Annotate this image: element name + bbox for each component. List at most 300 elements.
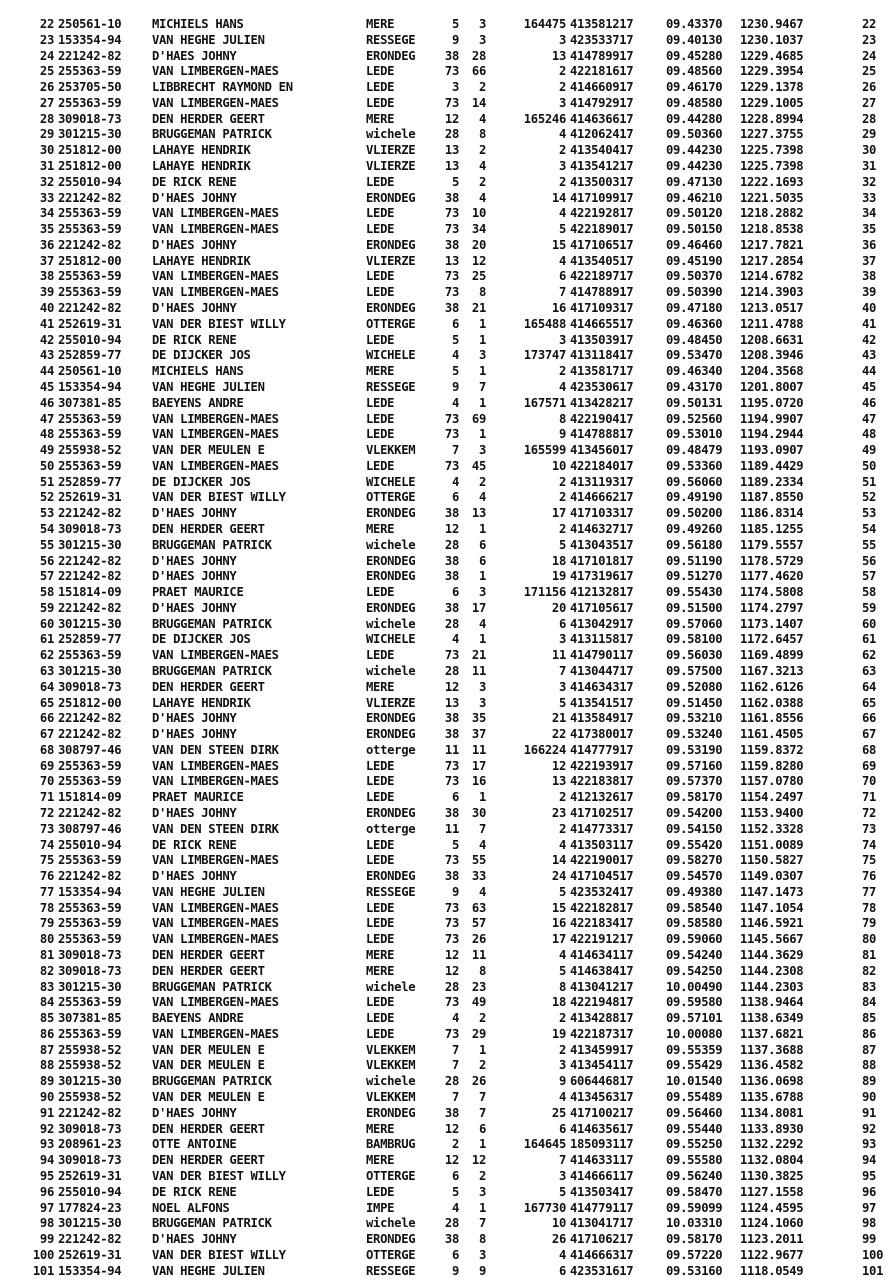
bird-number-cell: 3 — [478, 17, 486, 31]
arrival-time-cell: 09.52560 — [666, 411, 723, 426]
birds-entered-cell: 6 — [451, 1168, 459, 1183]
rank-cell: 31 — [39, 159, 54, 174]
speed-cell: 1137.3688 — [740, 1042, 804, 1057]
ring-number-cell: 413541217 — [570, 159, 634, 174]
fancier-name-cell: VAN LIMBERGEN-MAES — [152, 758, 279, 773]
distance-cell: 3 — [558, 679, 566, 694]
bird-number-cell: 29 — [471, 1026, 486, 1041]
bird-number-cell: 4 — [478, 616, 486, 631]
fancier-name-cell: D'HAES JOHNY — [152, 806, 237, 820]
birds-entered-cell: 13 — [444, 159, 459, 174]
birds-entered-cell: 73 — [444, 458, 459, 473]
arrival-time-cell: 09.58170 — [666, 1232, 723, 1247]
location-cell: ERONDEG — [366, 569, 416, 584]
arrival-time-cell: 09.47180 — [666, 301, 723, 316]
rank-cell: 44 — [39, 364, 54, 379]
speed-cell: 1130.3825 — [740, 1168, 804, 1183]
fancier-name-cell: DE RICK RENE — [152, 174, 237, 189]
speed-cell: 1217.7821 — [740, 237, 804, 252]
arrival-time-cell: 10.03310 — [666, 1216, 723, 1231]
arrival-time-cell: 09.50360 — [666, 127, 723, 142]
ring-number-cell: 417319617 — [570, 569, 634, 584]
birds-entered-cell: 13 — [444, 143, 459, 158]
fancier-name-cell: VAN LIMBERGEN-MAES — [152, 916, 279, 931]
arrival-time-cell: 09.50370 — [666, 269, 723, 284]
location-cell: ERONDEG — [366, 711, 416, 726]
member-id-cell: 221242-82 — [58, 727, 122, 742]
bird-number-cell: 49 — [471, 995, 486, 1010]
ring-number-cell: 414666117 — [570, 1168, 634, 1183]
bird-number-cell: 3 — [478, 679, 486, 694]
speed-cell: 1178.5729 — [740, 553, 804, 568]
fancier-name-cell: D'HAES JOHNY — [152, 1232, 237, 1247]
fancier-name-cell: VAN DER MEULEN E — [152, 1042, 265, 1057]
rank-right-cell: 91 — [862, 1105, 877, 1120]
rank-right-cell: 80 — [862, 932, 877, 947]
location-cell: LEDE — [366, 853, 395, 868]
distance-cell: 19 — [551, 1026, 566, 1041]
ring-number-cell: 413041217 — [570, 979, 634, 994]
member-id-cell: 255363-59 — [58, 916, 122, 931]
speed-cell: 1211.4788 — [740, 316, 804, 331]
birds-entered-cell: 73 — [444, 1026, 459, 1041]
bird-number-cell: 1 — [478, 395, 486, 410]
speed-cell: 1213.0517 — [740, 301, 804, 316]
fancier-name-cell: D'HAES JOHNY — [152, 711, 237, 726]
bird-number-cell: 2 — [478, 143, 486, 158]
location-cell: MERE — [366, 521, 395, 536]
rank-right-cell: 93 — [862, 1137, 877, 1152]
ring-number-cell: 414666217 — [570, 490, 634, 505]
rank-cell: 77 — [39, 884, 54, 899]
ring-number-cell: 413503917 — [570, 332, 634, 347]
ring-number-cell: 413115817 — [570, 632, 634, 647]
result-row — [0, 838, 892, 854]
location-cell: LEDE — [366, 774, 395, 789]
location-cell: wichele — [366, 1216, 416, 1231]
member-id-cell: 255363-59 — [58, 648, 122, 663]
birds-entered-cell: 38 — [444, 569, 459, 584]
bird-number-cell: 2 — [478, 1058, 486, 1073]
speed-cell: 1230.9467 — [740, 17, 804, 31]
location-cell: ERONDEG — [366, 727, 416, 742]
result-row — [0, 1027, 892, 1043]
bird-number-cell: 17 — [471, 758, 486, 773]
birds-entered-cell: 28 — [444, 616, 459, 631]
result-row — [0, 1074, 892, 1090]
result-row — [0, 175, 892, 191]
rank-cell: 39 — [39, 285, 54, 300]
member-id-cell: 301215-30 — [58, 663, 122, 678]
speed-cell: 1161.4505 — [740, 727, 804, 742]
rank-cell: 88 — [39, 1058, 54, 1073]
fancier-name-cell: BRUGGEMAN PATRICK — [152, 616, 272, 631]
birds-entered-cell: 38 — [444, 506, 459, 521]
bird-number-cell: 3 — [478, 695, 486, 710]
distance-cell: 2 — [558, 521, 566, 536]
distance-cell: 4 — [558, 837, 566, 852]
birds-entered-cell: 38 — [444, 1232, 459, 1247]
fancier-name-cell: VAN DER BIEST WILLY — [152, 1168, 286, 1183]
bird-number-cell: 35 — [471, 711, 486, 726]
rank-right-cell: 38 — [862, 269, 877, 284]
rank-cell: 27 — [39, 95, 54, 110]
member-id-cell: 151814-09 — [58, 585, 122, 600]
distance-cell: 7 — [558, 1153, 566, 1168]
location-cell: LEDE — [366, 790, 395, 805]
fancier-name-cell: VAN DER MEULEN E — [152, 1090, 265, 1105]
member-id-cell: 255363-59 — [58, 995, 122, 1010]
fancier-name-cell: D'HAES JOHNY — [152, 600, 237, 615]
distance-cell: 19 — [551, 569, 566, 584]
rank-right-cell: 81 — [862, 948, 877, 963]
birds-entered-cell: 6 — [451, 316, 459, 331]
arrival-time-cell: 09.58170 — [666, 790, 723, 805]
ring-number-cell: 413581217 — [570, 17, 634, 31]
ring-number-cell: 423530617 — [570, 379, 634, 394]
birds-entered-cell: 38 — [444, 237, 459, 252]
member-id-cell: 221242-82 — [58, 506, 122, 521]
fancier-name-cell: VAN HEGHE JULIEN — [152, 379, 265, 394]
birds-entered-cell: 6 — [451, 585, 459, 600]
result-row — [0, 127, 892, 143]
result-row — [0, 49, 892, 65]
ring-number-cell: 414635617 — [570, 1121, 634, 1136]
ring-number-cell: 414665517 — [570, 316, 634, 331]
speed-cell: 1194.2944 — [740, 427, 804, 442]
member-id-cell: 255010-94 — [58, 837, 122, 852]
birds-entered-cell: 73 — [444, 900, 459, 915]
ring-number-cell: 422183817 — [570, 774, 634, 789]
rank-cell: 35 — [39, 222, 54, 237]
location-cell: wichele — [366, 616, 416, 631]
location-cell: MERE — [366, 1121, 395, 1136]
speed-cell: 1135.6788 — [740, 1090, 804, 1105]
speed-cell: 1138.9464 — [740, 995, 804, 1010]
fancier-name-cell: DEN HERDER GEERT — [152, 1153, 265, 1168]
rank-right-cell: 90 — [862, 1090, 877, 1105]
speed-cell: 1138.6349 — [740, 1011, 804, 1026]
fancier-name-cell: VAN LIMBERGEN-MAES — [152, 64, 279, 79]
speed-cell: 1218.8538 — [740, 222, 804, 237]
arrival-time-cell: 09.55429 — [666, 1058, 723, 1073]
rank-cell: 76 — [39, 869, 54, 884]
location-cell: WICHELE — [366, 474, 416, 489]
distance-cell: 14 — [551, 853, 566, 868]
fancier-name-cell: DE RICK RENE — [152, 1184, 237, 1199]
rank-cell: 95 — [39, 1168, 54, 1183]
bird-number-cell: 1 — [478, 316, 486, 331]
bird-number-cell: 16 — [471, 774, 486, 789]
birds-entered-cell: 73 — [444, 774, 459, 789]
rank-right-cell: 99 — [862, 1232, 877, 1247]
rank-right-cell: 57 — [862, 569, 877, 584]
speed-cell: 1172.6457 — [740, 632, 804, 647]
fancier-name-cell: VAN LIMBERGEN-MAES — [152, 995, 279, 1010]
bird-number-cell: 1 — [478, 332, 486, 347]
rank-cell: 91 — [39, 1105, 54, 1120]
distance-cell: 6 — [558, 1121, 566, 1136]
bird-number-cell: 57 — [471, 916, 486, 931]
result-row — [0, 238, 892, 254]
birds-entered-cell: 28 — [444, 1216, 459, 1231]
location-cell: LEDE — [366, 411, 395, 426]
bird-number-cell: 14 — [471, 95, 486, 110]
member-id-cell: 252859-77 — [58, 474, 122, 489]
speed-cell: 1132.2292 — [740, 1137, 804, 1152]
birds-entered-cell: 6 — [451, 1247, 459, 1262]
speed-cell: 1153.9400 — [740, 806, 804, 820]
rank-cell: 94 — [39, 1153, 54, 1168]
distance-cell: 2 — [558, 80, 566, 95]
ring-number-cell: 413500317 — [570, 174, 634, 189]
location-cell: LEDE — [366, 1026, 395, 1041]
bird-number-cell: 1 — [478, 427, 486, 442]
location-cell: MERE — [366, 948, 395, 963]
speed-cell: 1127.1558 — [740, 1184, 804, 1199]
arrival-time-cell: 09.57101 — [666, 1011, 723, 1026]
rank-right-cell: 23 — [862, 32, 877, 47]
fancier-name-cell: VAN LIMBERGEN-MAES — [152, 427, 279, 442]
distance-cell: 3 — [558, 632, 566, 647]
result-row — [0, 412, 892, 428]
rank-right-cell: 79 — [862, 916, 877, 931]
birds-entered-cell: 73 — [444, 222, 459, 237]
distance-cell: 4 — [558, 253, 566, 268]
arrival-time-cell: 09.54240 — [666, 948, 723, 963]
birds-entered-cell: 28 — [444, 537, 459, 552]
result-row — [0, 696, 892, 712]
location-cell: VLIERZE — [366, 253, 416, 268]
birds-entered-cell: 4 — [451, 1200, 459, 1215]
member-id-cell: 255363-59 — [58, 222, 122, 237]
member-id-cell: 153354-94 — [58, 32, 122, 47]
rank-cell: 57 — [39, 569, 54, 584]
member-id-cell: 301215-30 — [58, 1216, 122, 1231]
distance-cell: 6 — [558, 269, 566, 284]
location-cell: ERONDEG — [366, 600, 416, 615]
arrival-time-cell: 09.58270 — [666, 853, 723, 868]
location-cell: LEDE — [366, 95, 395, 110]
birds-entered-cell: 73 — [444, 758, 459, 773]
rank-cell: 68 — [39, 742, 54, 757]
arrival-time-cell: 09.59099 — [666, 1200, 723, 1215]
arrival-time-cell: 09.50390 — [666, 285, 723, 300]
speed-cell: 1167.3213 — [740, 663, 804, 678]
location-cell: OTTERGE — [366, 1247, 416, 1262]
result-row — [0, 1185, 892, 1201]
rank-cell: 66 — [39, 711, 54, 726]
rank-cell: 29 — [39, 127, 54, 142]
distance-cell: 165246 — [523, 111, 566, 126]
distance-cell: 11 — [551, 648, 566, 663]
birds-entered-cell: 9 — [451, 884, 459, 899]
bird-number-cell: 7 — [478, 1216, 486, 1231]
rank-cell: 70 — [39, 774, 54, 789]
rank-right-cell: 56 — [862, 553, 877, 568]
rank-right-cell: 28 — [862, 111, 877, 126]
speed-cell: 1162.6126 — [740, 679, 804, 694]
rank-right-cell: 25 — [862, 64, 877, 79]
arrival-time-cell: 09.53010 — [666, 427, 723, 442]
member-id-cell: 255363-59 — [58, 900, 122, 915]
member-id-cell: 255363-59 — [58, 774, 122, 789]
rank-cell: 92 — [39, 1121, 54, 1136]
ring-number-cell: 413041717 — [570, 1216, 634, 1231]
birds-entered-cell: 12 — [444, 679, 459, 694]
rank-right-cell: 68 — [862, 742, 877, 757]
member-id-cell: 301215-30 — [58, 616, 122, 631]
result-row — [0, 1216, 892, 1232]
speed-cell: 1150.5827 — [740, 853, 804, 868]
rank-right-cell: 22 — [862, 17, 877, 31]
rank-cell: 58 — [39, 585, 54, 600]
fancier-name-cell: BRUGGEMAN PATRICK — [152, 1216, 272, 1231]
member-id-cell: 309018-73 — [58, 1153, 122, 1168]
location-cell: VLEKKEM — [366, 1058, 416, 1073]
result-row — [0, 1201, 892, 1217]
fancier-name-cell: BAEYENS ANDRE — [152, 395, 244, 410]
member-id-cell: 255363-59 — [58, 95, 122, 110]
speed-cell: 1228.8994 — [740, 111, 804, 126]
result-row — [0, 901, 892, 917]
rank-right-cell: 49 — [862, 443, 877, 458]
fancier-name-cell: D'HAES JOHNY — [152, 506, 237, 521]
location-cell: MERE — [366, 1153, 395, 1168]
distance-cell: 3 — [558, 32, 566, 47]
rank-right-cell: 96 — [862, 1184, 877, 1199]
location-cell: ERONDEG — [366, 1232, 416, 1247]
rank-cell: 80 — [39, 932, 54, 947]
arrival-time-cell: 09.53240 — [666, 727, 723, 742]
location-cell: ERONDEG — [366, 301, 416, 316]
rank-cell: 67 — [39, 727, 54, 742]
fancier-name-cell: D'HAES JOHNY — [152, 569, 237, 584]
fancier-name-cell: D'HAES JOHNY — [152, 869, 237, 884]
rank-cell: 24 — [39, 48, 54, 63]
birds-entered-cell: 5 — [451, 1184, 459, 1199]
birds-entered-cell: 28 — [444, 979, 459, 994]
member-id-cell: 255938-52 — [58, 443, 122, 458]
result-row — [0, 1122, 892, 1138]
speed-cell: 1221.5035 — [740, 190, 804, 205]
arrival-time-cell: 09.54250 — [666, 963, 723, 978]
distance-cell: 6 — [558, 616, 566, 631]
arrival-time-cell: 09.49190 — [666, 490, 723, 505]
distance-cell: 5 — [558, 537, 566, 552]
bird-number-cell: 4 — [478, 190, 486, 205]
speed-cell: 1225.7398 — [740, 143, 804, 158]
ring-number-cell: 417109317 — [570, 301, 634, 316]
rank-right-cell: 85 — [862, 1011, 877, 1026]
member-id-cell: 153354-94 — [58, 884, 122, 899]
rank-right-cell: 29 — [862, 127, 877, 142]
birds-entered-cell: 28 — [444, 1074, 459, 1089]
distance-cell: 17 — [551, 932, 566, 947]
bird-number-cell: 7 — [478, 1105, 486, 1120]
member-id-cell: 255010-94 — [58, 1184, 122, 1199]
arrival-time-cell: 09.48479 — [666, 443, 723, 458]
bird-number-cell: 28 — [471, 48, 486, 63]
arrival-time-cell: 09.56060 — [666, 474, 723, 489]
distance-cell: 166224 — [523, 742, 566, 757]
bird-number-cell: 1 — [478, 569, 486, 584]
rank-cell: 72 — [39, 806, 54, 820]
member-id-cell: 151814-09 — [58, 790, 122, 805]
member-id-cell: 251812-00 — [58, 159, 122, 174]
rank-cell: 97 — [39, 1200, 54, 1215]
rank-right-cell: 26 — [862, 80, 877, 95]
rank-right-cell: 76 — [862, 869, 877, 884]
result-row — [0, 459, 892, 475]
distance-cell: 16 — [551, 301, 566, 316]
location-cell: WICHELE — [366, 632, 416, 647]
bird-number-cell: 26 — [471, 932, 486, 947]
rank-cell: 59 — [39, 600, 54, 615]
member-id-cell: 255363-59 — [58, 64, 122, 79]
fancier-name-cell: OTTE ANTOINE — [152, 1137, 237, 1152]
birds-entered-cell: 7 — [451, 1042, 459, 1057]
speed-cell: 1193.0907 — [740, 443, 804, 458]
bird-number-cell: 6 — [478, 553, 486, 568]
member-id-cell: 301215-30 — [58, 127, 122, 142]
bird-number-cell: 2 — [478, 174, 486, 189]
result-row — [0, 254, 892, 270]
fancier-name-cell: LIBBRECHT RAYMOND EN — [152, 80, 293, 95]
location-cell: LEDE — [366, 174, 395, 189]
rank-cell: 33 — [39, 190, 54, 205]
location-cell: LEDE — [366, 758, 395, 773]
ring-number-cell: 417105617 — [570, 600, 634, 615]
bird-number-cell: 6 — [478, 537, 486, 552]
arrival-time-cell: 09.54200 — [666, 806, 723, 820]
result-row — [0, 711, 892, 727]
rank-cell: 23 — [39, 32, 54, 47]
rank-cell: 53 — [39, 506, 54, 521]
location-cell: LEDE — [366, 64, 395, 79]
rank-cell: 86 — [39, 1026, 54, 1041]
rank-cell: 63 — [39, 663, 54, 678]
member-id-cell: 252619-31 — [58, 490, 122, 505]
ring-number-cell: 422187317 — [570, 1026, 634, 1041]
speed-cell: 1159.8372 — [740, 742, 804, 757]
distance-cell: 167571 — [523, 395, 566, 410]
birds-entered-cell: 73 — [444, 95, 459, 110]
ring-number-cell: 413118417 — [570, 348, 634, 363]
bird-number-cell: 8 — [478, 285, 486, 300]
rank-right-cell: 66 — [862, 711, 877, 726]
speed-cell: 1173.1407 — [740, 616, 804, 631]
speed-cell: 1214.6782 — [740, 269, 804, 284]
fancier-name-cell: VAN LIMBERGEN-MAES — [152, 206, 279, 221]
fancier-name-cell: PRAET MAURICE — [152, 585, 244, 600]
bird-number-cell: 7 — [478, 821, 486, 836]
ring-number-cell: 413428217 — [570, 395, 634, 410]
rank-right-cell: 37 — [862, 253, 877, 268]
rank-right-cell: 54 — [862, 521, 877, 536]
rank-cell: 83 — [39, 979, 54, 994]
bird-number-cell: 13 — [471, 506, 486, 521]
arrival-time-cell: 09.53360 — [666, 458, 723, 473]
speed-cell: 1225.7398 — [740, 159, 804, 174]
speed-cell: 1134.8081 — [740, 1105, 804, 1120]
speed-cell: 1161.8556 — [740, 711, 804, 726]
member-id-cell: 221242-82 — [58, 1232, 122, 1247]
distance-cell: 4 — [558, 206, 566, 221]
result-row — [0, 1106, 892, 1122]
rank-cell: 42 — [39, 332, 54, 347]
distance-cell: 3 — [558, 1168, 566, 1183]
